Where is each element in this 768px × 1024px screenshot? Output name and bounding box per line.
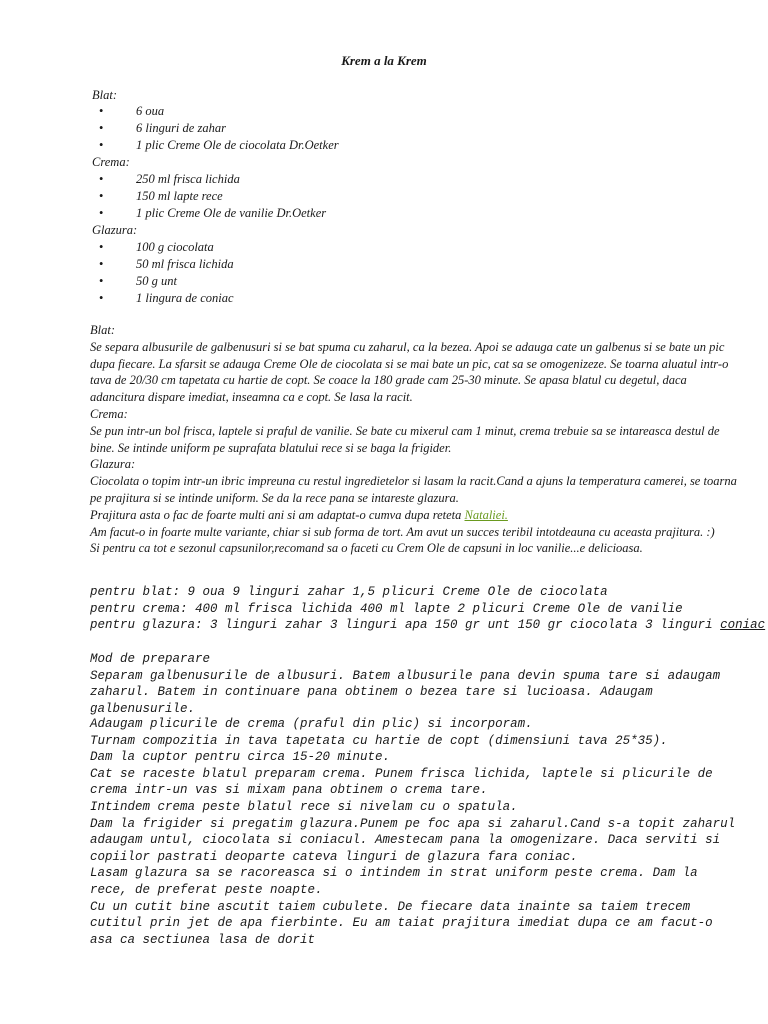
blat-ingredient-list	[0, 103, 339, 154]
blat-label: Blat:	[92, 88, 117, 102]
crema-label: Crema:	[92, 155, 130, 169]
method-step: Intindem crema peste blatul rece si nivelam cu o spatula.	[90, 799, 518, 814]
nataliei-link[interactable]: Nataliei.	[464, 507, 508, 522]
method-step: Cu un cutit bine ascutit taiem cubulete. De fiecare data inainte sa taiem trecem cutitul prin jet de apa fierbinte. Eu am taiat prajitura imediat dupa ce am facut-o asa ca sectiunea lasa de dorit	[90, 899, 713, 947]
method-title: Mod de preparare	[90, 652, 211, 666]
method-steps	[90, 716, 742, 948]
note-recipe-source	[90, 507, 738, 524]
note-recipe-source-text: Prajitura asta o fac de foarte multi ani si am adaptat-o cumva dupa reteta	[90, 507, 465, 522]
list-item: • 1 plic Creme Ole de vanilie Dr.Oetker	[0, 205, 326, 222]
prep-blat-text: Se separa albusurile de galbenusuri si se bat spuma cu zaharul, ca la bezea. Apoi se adauga cate un galbenus si se bate un pic dupa fiecare. La sfarsit se adauga Creme Ole de ciocolata si se mai bate un pic, cat sa se omogenizeze. Se toarna aluatul intr-o tava de 20/30 cm tapetata cu hartie de copt. Se coace la 180 grade cam 25-30 minute. Se apasa blatul cu degetul, daca adancitura dispare imediat, inseamna ca e copt. Se lasa la racit.	[90, 339, 729, 405]
glazura-ingredient-list	[0, 239, 234, 307]
prep-crema-label: Crema:	[90, 406, 128, 421]
method-step: Adaugam plicurile de crema (praful din plic) si incorporam.	[90, 717, 533, 731]
variant-recipe-section	[90, 584, 766, 634]
note-strawberry: Si pentru ca tot e sezonul capsunilor,recomand sa o faceti cu Crem Ole de capsuni in loc vanilie...e delicioasa.	[90, 541, 643, 556]
list-item: • 6 oua	[0, 103, 339, 120]
list-item: • 250 ml frisca lichida	[0, 171, 326, 188]
prep-blat-label: Blat:	[90, 323, 115, 337]
list-item: • 150 ml lapte rece	[0, 188, 326, 205]
crema-ingredient-list	[0, 171, 326, 222]
variant-crema-line: pentru crema: 400 ml frisca lichida 400 ml lapte 2 plicuri Creme Ole de vanilie	[90, 601, 683, 616]
method-step: Cat se raceste blatul preparam crema. Punem frisca lichida, laptele si plicurile de crema intr-un vas si mixam pana obtinem o crema tare.	[90, 766, 713, 798]
method-section	[90, 651, 742, 717]
prep-crema-text: Se pun intr-un bol frisca, laptele si praful de vanilie. Se bate cu mixerul cam 1 minut, crema trebuie sa se intareasca destul de bine. Se intinde uniform pe suprafata blatului rece si se baga la frigider.	[90, 423, 720, 455]
page-title: Krem a la Krem	[341, 53, 427, 68]
list-item: • 6 linguri de zahar	[0, 120, 339, 137]
method-step: Turnam compozitia in tava tapetata cu hartie de copt (dimensiuni tava 25*35).	[90, 733, 668, 748]
method-step: Lasam glazura sa se racoreasca si o intindem in strat uniform peste crema. Dam la rece, de preferat peste noapte.	[90, 866, 698, 897]
variant-glazura-text: pentru glazura: 3 linguri zahar 3 linguri apa 150 gr unt 150 gr ciocolata 3 linguri	[90, 618, 721, 633]
list-item: • 1 plic Creme Ole de ciocolata Dr.Oetker	[0, 137, 339, 154]
variant-glazura-line	[90, 617, 766, 634]
prep-glazura-text: Ciocolata o topim intr-un ibric impreuna cu restul ingredietelor si lasam la racit.Cand a ajuns la temperatura camerei, se toarna pe prajitura si se intinde uniform. Se da la rece pana se intareste glazura.	[90, 474, 737, 505]
prep-glazura-label: Glazura:	[90, 457, 136, 472]
preparation-section	[90, 322, 738, 557]
coniac-link[interactable]: coniac	[720, 618, 766, 633]
list-item: • 100 g ciocolata	[0, 239, 234, 256]
glazura-label: Glazura:	[92, 223, 138, 237]
list-item: • 1 lingura de coniac	[0, 290, 234, 307]
list-item: • 50 ml frisca lichida	[0, 256, 234, 273]
note-variants: Am facut-o in foarte multe variante, chiar si sub forma de tort. Am avut un succes teribil intotdeauna cu aceasta prajitura. :)	[90, 524, 715, 539]
method-step: Separam galbenusurile de albusuri. Batem albusurile pana devin spuma tare si adaugam zaharul. Batem in continuare pana obtinem o bezea tare si lucioasa. Adaugam galbenusurile.	[90, 668, 721, 716]
method-step: Dam la frigider si pregatim glazura.Punem pe foc apa si zaharul.Cand s-a topit zaharul adaugam untul, ciocolata si coniacul. Amestecam pana la omogenizare. Daca serviti si copiilor pastrati deoparte cateva linguri de glazura fara coniac.	[90, 816, 736, 864]
variant-blat-line: pentru blat: 9 oua 9 linguri zahar 1,5 plicuri Creme Ole de ciocolata	[90, 585, 608, 599]
method-step: Dam la cuptor pentru circa 15-20 minute.	[90, 750, 391, 765]
list-item: • 50 g unt	[0, 273, 234, 290]
